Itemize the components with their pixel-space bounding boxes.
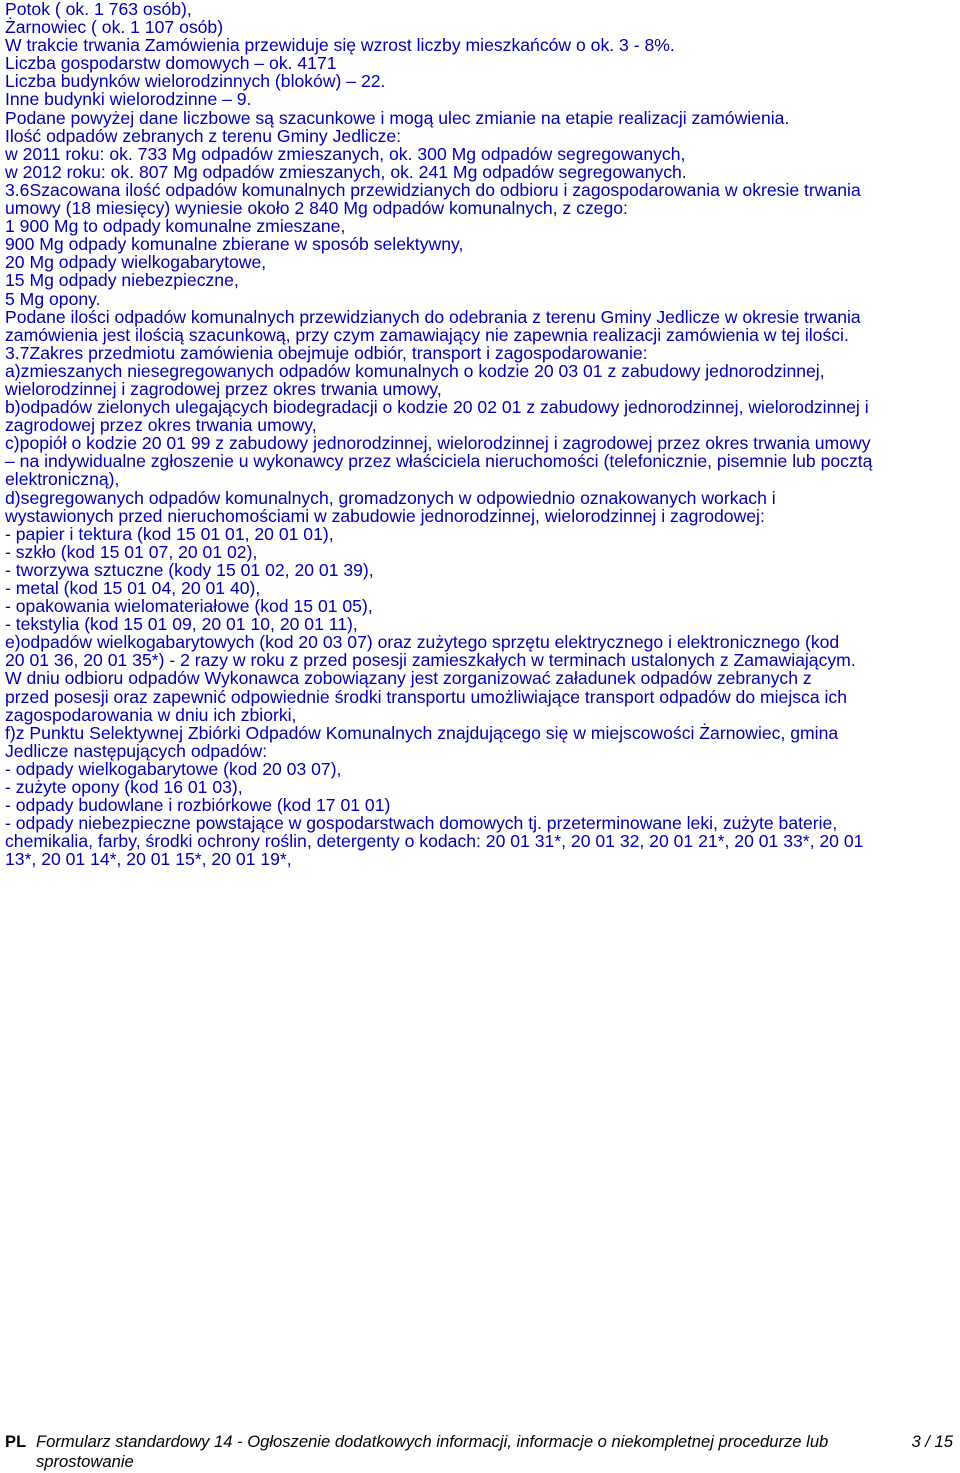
text-line: f)z Punktu Selektywnej Zbiórki Odpadów Komunalnych znajdującego się w miejscowości Żarnowiec, gmina xyxy=(5,722,839,743)
text-line: - odpady budowlane i rozbiórkowe (kod 17 01 01) xyxy=(5,795,391,816)
text-line: Liczba gospodarstw domowych – ok. 4171 xyxy=(5,53,337,74)
footer-form-title: Formularz standardowy 14 - Ogłoszenie dodatkowych informacji, informacje o niekompletnej procedurze lub sprostowanie xyxy=(36,1432,829,1471)
text-line: przed posesji oraz zapewnić odpowiednie środki transportu umożliwiające transport odpadów do miejsca ich xyxy=(5,686,848,707)
text-line: Podane ilości odpadów komunalnych przewidzianych do odebrania z terenu Gminy Jedlicze w okresie trwania xyxy=(5,306,861,327)
text-line: 15 Mg odpady niebezpieczne, xyxy=(5,270,239,291)
text-line: Potok ( ok. 1 763 osób), xyxy=(5,0,192,19)
text-line: - szkło (kod 15 01 07, 20 01 02), xyxy=(5,541,258,562)
text-line: a)zmieszanych niesegregowanych odpadów komunalnych o kodzie 20 03 01 z zabudowy jednorodzinnej, xyxy=(5,360,825,381)
page-footer xyxy=(5,1432,955,1472)
text-line: 20 Mg odpady wielkogabarytowe, xyxy=(5,252,267,273)
text-line: wielorodzinnej i zagrodowej przez okres trwania umowy, xyxy=(5,378,442,399)
text-line: - zużyte opony (kod 16 01 03), xyxy=(5,777,243,798)
text-line: - tworzywa sztuczne (kody 15 01 02, 20 01 39), xyxy=(5,559,374,580)
text-line: w 2012 roku: ok. 807 Mg odpadów zmieszanych, ok. 241 Mg odpadów segregowanych. xyxy=(5,161,687,182)
text-line: W trakcie trwania Zamówienia przewiduje się wzrost liczby mieszkańców o ok. 3 - 8%. xyxy=(5,35,675,56)
text-line: - tekstylia (kod 15 01 09, 20 01 10, 20 01 11), xyxy=(5,614,358,635)
text-line: - papier i tektura (kod 15 01 01, 20 01 01), xyxy=(5,523,334,544)
text-line: c)popiół o kodzie 20 01 99 z zabudowy jednorodzinnej, wielorodzinnej i zagrodowej przez okres trwania umowy xyxy=(5,433,871,454)
text-line: W dniu odbioru odpadów Wykonawca zobowiązany jest zorganizować załadunek odpadów zebranych z xyxy=(5,668,812,689)
text-line: - odpady wielkogabarytowe (kod 20 03 07), xyxy=(5,758,342,779)
text-line: – na indywidualne zgłoszenie u wykonawcy przez właściciela nieruchomości (telefonicznie, pisemnie lub pocztą xyxy=(5,451,873,472)
document-body xyxy=(5,0,955,869)
text-line: 20 01 36, 20 01 35*) - 2 razy w roku z przed posesji zamieszkałych w terminach ustalonych z Zamawiającym. xyxy=(5,650,856,671)
text-line: - odpady niebezpieczne powstające w gospodarstwach domowych tj. przeterminowane leki, zużyte baterie, xyxy=(5,813,838,834)
text-line: umowy (18 miesięcy) wyniesie około 2 840 Mg odpadów komunalnych, z czego: xyxy=(5,198,628,219)
text-line: Ilość odpadów zebranych z terenu Gminy Jedlicze: xyxy=(5,125,402,146)
text-line: 900 Mg odpady komunalne zbierane w sposób selektywny, xyxy=(5,234,464,255)
text-line: - metal (kod 15 01 04, 20 01 40), xyxy=(5,578,261,598)
text-line: zagospodarowania w dniu ich zbiorki, xyxy=(5,704,297,725)
text-line: d)segregowanych odpadów komunalnych, gromadzonych w odpowiednio oznakowanych workach i xyxy=(5,487,776,508)
text-line: 3.7Zakres przedmiotu zamówienia obejmuje odbiór, transport i zagospodarowanie: xyxy=(5,342,648,363)
text-line: zamówienia jest ilością szacunkową, przy czym zamawiający nie zapewnia realizacji zamówienia w tej ilości. xyxy=(5,324,849,345)
text-line: Inne budynki wielorodzinne – 9. xyxy=(5,89,252,110)
text-line: Jedlicze następujących odpadów: xyxy=(5,740,268,761)
text-line: zagrodowej przez okres trwania umowy, xyxy=(5,415,317,436)
text-line: b)odpadów zielonych ulegających biodegradacji o kodzie 20 02 01 z zabudowy jednorodzinnej, wielorodzinnej i xyxy=(5,397,869,418)
text-line: 1 900 Mg to odpady komunalne zmieszane, xyxy=(5,216,346,237)
text-line: chemikalia, farby, środki ochrony roślin, detergenty o kodach: 20 01 31*, 20 01 32, 20 01 21*, 20 01 33*, 20 01 xyxy=(5,831,864,852)
text-line: elektroniczną), xyxy=(5,469,120,490)
text-line: wystawionych przed nieruchomościami w zabudowie jednorodzinnej, wielorodzinnej i zagrodowej: xyxy=(5,505,765,526)
text-line: 3.6Szacowana ilość odpadów komunalnych przewidzianych do odbioru i zagospodarowania w okresie trwania xyxy=(5,179,861,200)
footer-page-number: 3 / 15 xyxy=(911,1432,953,1451)
text-line: 13*, 20 01 14*, 20 01 15*, 20 01 19*, xyxy=(5,849,292,870)
text-line: Żarnowiec ( ok. 1 107 osób) xyxy=(5,17,224,38)
text-line: - opakowania wielomateriałowe (kod 15 01 05), xyxy=(5,596,373,617)
text-line: e)odpadów wielkogabarytowych (kod 20 03 07) oraz zużytego sprzętu elektrycznego i elektronicznego (kod xyxy=(5,632,840,653)
footer-language-code: PL xyxy=(5,1432,27,1451)
text-line: Podane powyżej dane liczbowe są szacunkowe i mogą ulec zmianie na etapie realizacji zamówienia. xyxy=(5,107,790,128)
text-line: Liczba budynków wielorodzinnych (bloków) – 22. xyxy=(5,71,386,92)
text-line: 5 Mg opony. xyxy=(5,288,101,309)
text-line: w 2011 roku: ok. 733 Mg odpadów zmieszanych, ok. 300 Mg odpadów segregowanych, xyxy=(5,143,686,164)
